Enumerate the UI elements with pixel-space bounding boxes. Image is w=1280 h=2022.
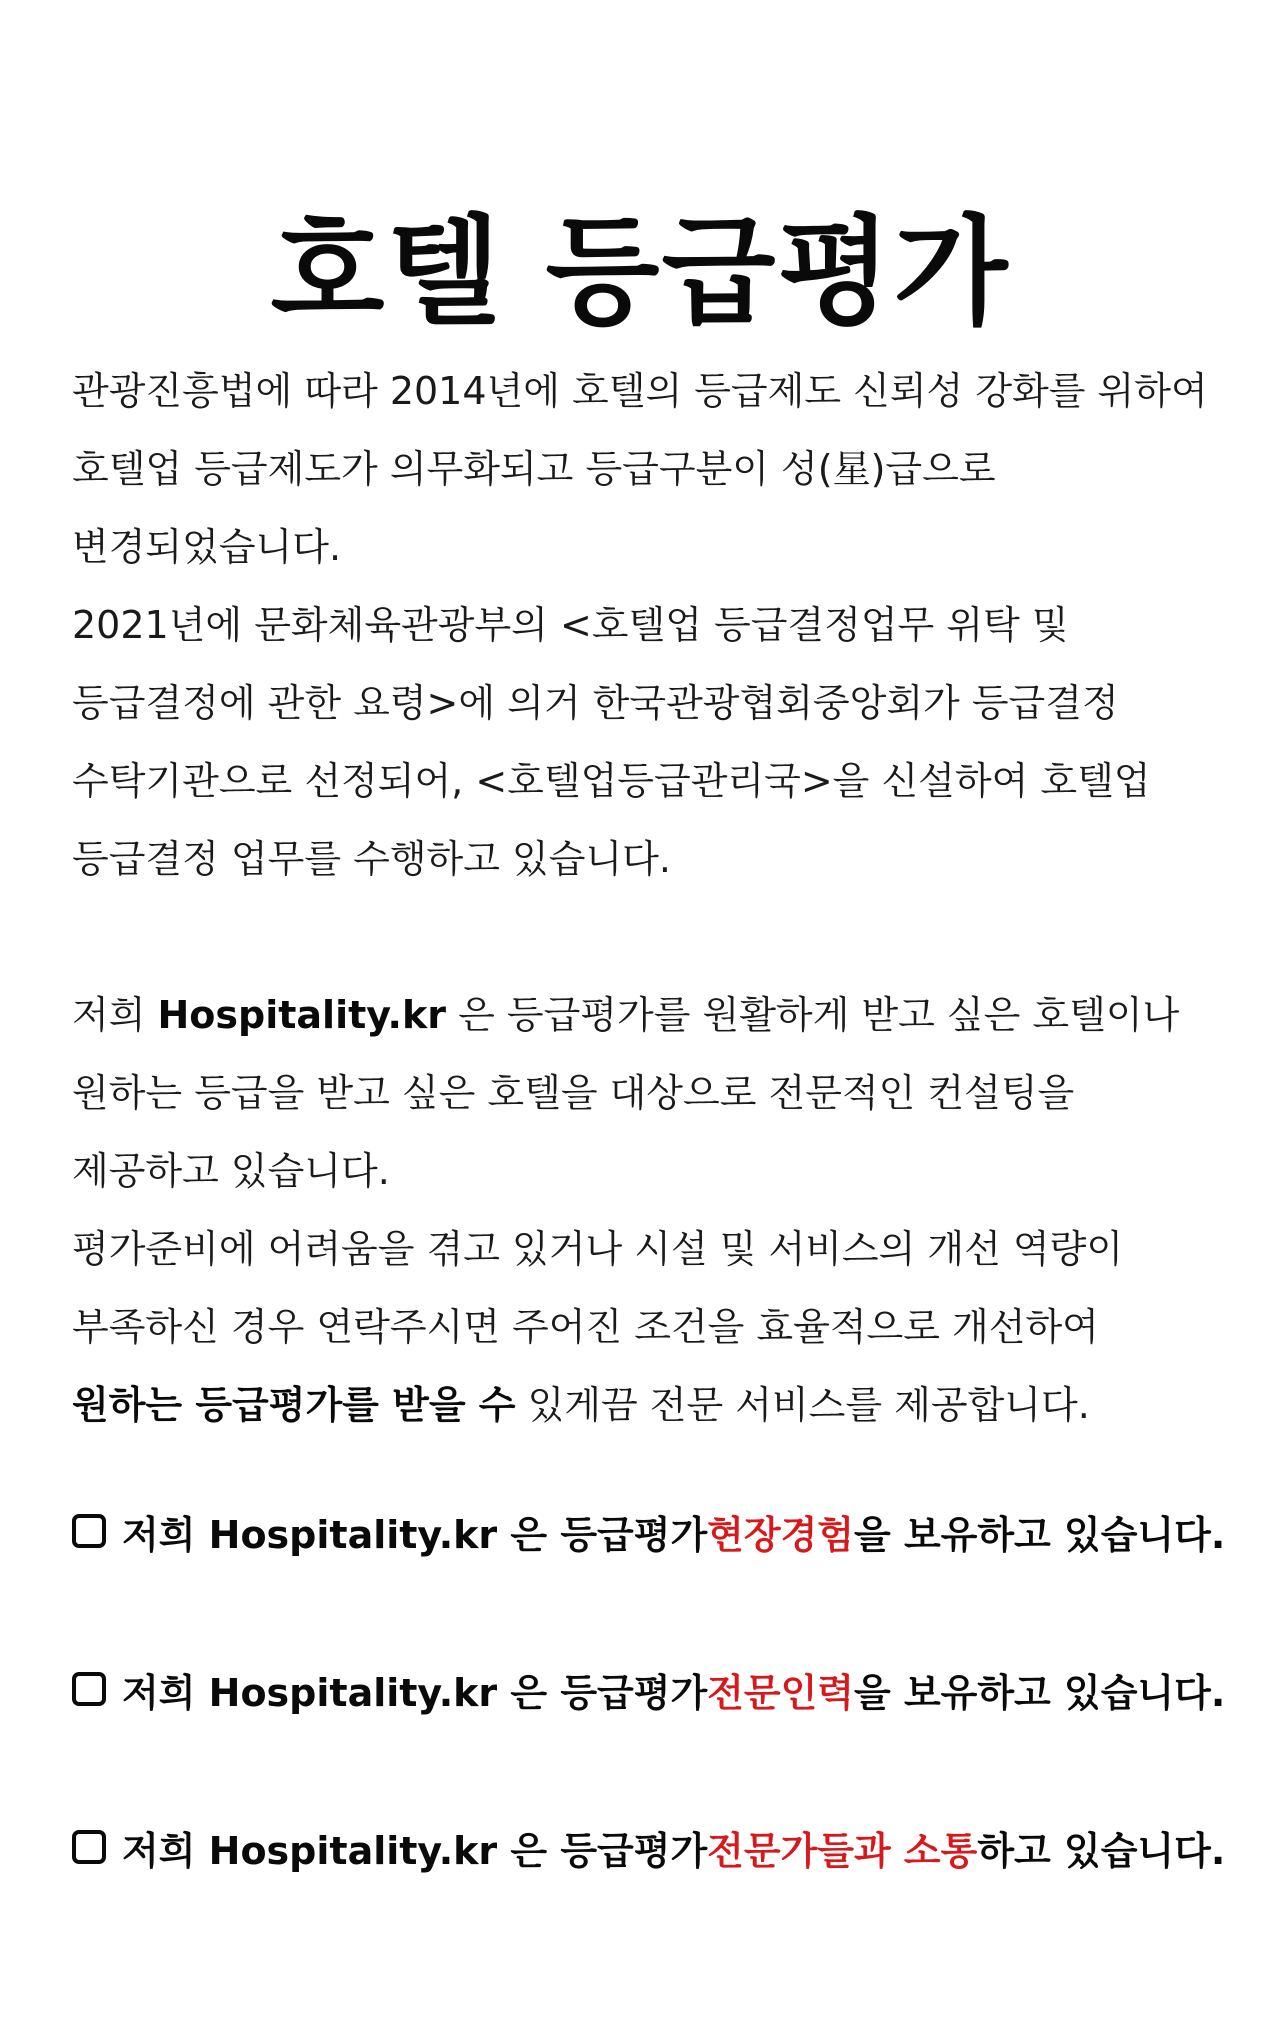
feature-text: 저희 Hospitality.kr 은 등급평가	[122, 1828, 708, 1873]
feature-highlight: 현장경험	[707, 1512, 854, 1557]
checkbox-icon	[72, 1830, 106, 1864]
about-line: 평가준비에 어려움을 겪고 있거나 시설 및 서비스의 개선 역량이	[72, 1227, 1124, 1271]
feature-text: 을 보유하고 있습니다.	[854, 1512, 1226, 1557]
feature-highlight: 전문가들과 소통	[707, 1828, 978, 1873]
about-text: 있게끔 전문 서비스를 제공합니다.	[515, 1383, 1090, 1427]
about-line: 부족하신 경우 연락주시면 주어진 조건을 효율적으로 개선하여	[72, 1305, 1099, 1349]
feature-item	[72, 1496, 1232, 1566]
feature-text: 저희 Hospitality.kr 은 등급평가	[122, 1670, 708, 1715]
intro-line: 등급결정 업무를 수행하고 있습니다.	[72, 837, 671, 881]
about-line: 원하는 등급을 받고 싶은 호텔을 대상으로 전문적인 컨설팅을	[72, 1071, 1075, 1115]
about-line: 제공하고 있습니다.	[72, 1149, 390, 1193]
intro-line: 관광진흥법에 따라 2014년에 호텔의 등급제도 신뢰성 강화를 위하여	[72, 369, 1208, 413]
feature-text: 저희 Hospitality.kr 은 등급평가	[122, 1512, 708, 1557]
feature-highlight: 전문인력	[707, 1670, 854, 1715]
intro-line: 2021년에 문화체육관광부의 <호텔업 등급결정업무 위탁 및	[72, 603, 1069, 647]
about-line	[72, 1366, 1222, 1444]
feature-item	[72, 1654, 1232, 1724]
intro-line: 등급결정에 관한 요령>에 의거 한국관광협회중앙회가 등급결정	[72, 681, 1119, 725]
about-text: 저희	[72, 993, 158, 1037]
feature-list	[72, 1496, 1232, 1882]
about-emphasis: 원하는 등급평가를 받을 수	[72, 1383, 516, 1427]
brand-name: Hospitality.kr	[157, 993, 447, 1037]
intro-line: 변경되었습니다.	[72, 525, 342, 569]
about-line	[72, 976, 1222, 1054]
paragraph-spacer	[72, 898, 1222, 976]
checkbox-icon	[72, 1514, 106, 1548]
about-text: 은 등급평가를 원활하게 받고 싶은 호텔이나	[446, 993, 1180, 1037]
page-title: 호텔 등급평가	[270, 203, 1010, 342]
intro-line: 호텔업 등급제도가 의무화되고 등급구분이 성(星)급으로	[72, 447, 996, 491]
checkbox-icon	[72, 1672, 106, 1706]
feature-text: 하고 있습니다.	[977, 1828, 1226, 1873]
main-content	[72, 352, 1222, 1444]
feature-item	[72, 1812, 1232, 1882]
intro-line: 수탁기관으로 선정되어, <호텔업등급관리국>을 신설하여 호텔업	[72, 759, 1151, 803]
feature-text: 을 보유하고 있습니다.	[854, 1670, 1226, 1715]
